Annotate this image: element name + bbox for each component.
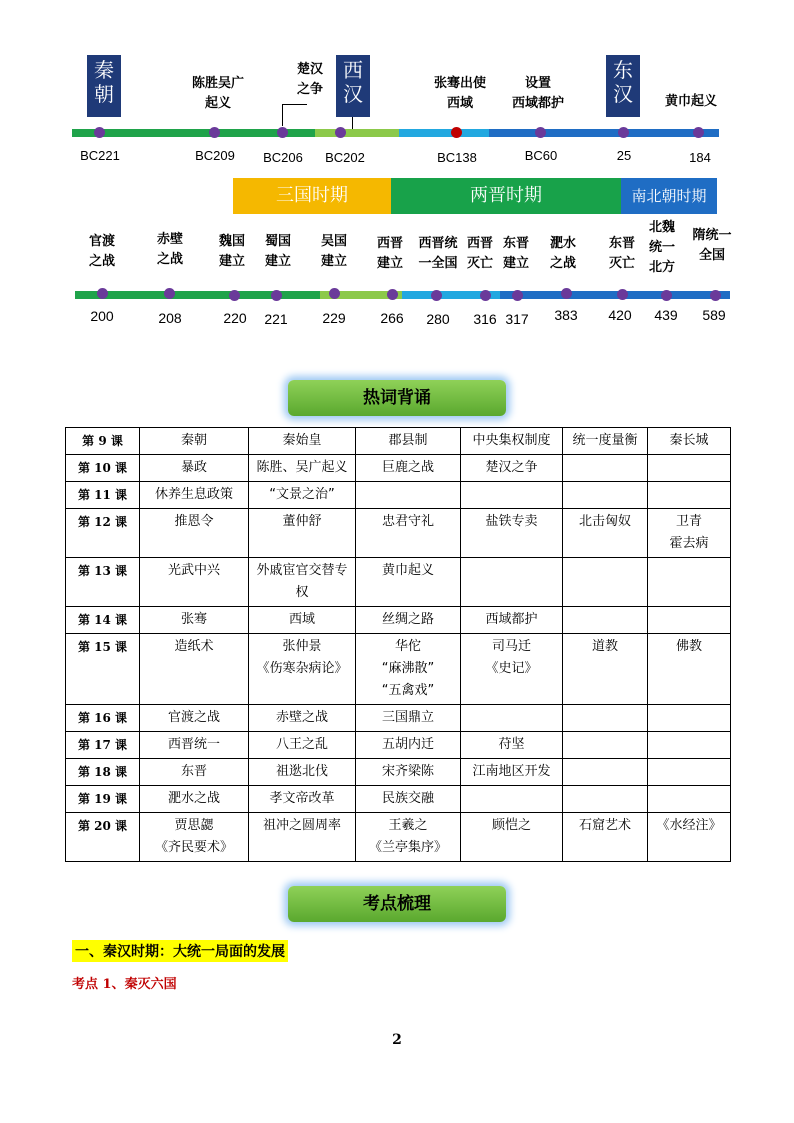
table-cell <box>461 786 563 813</box>
timeline-dot <box>164 288 175 299</box>
table-cell: 江南地区开发 <box>461 759 563 786</box>
period-sanguo: 三国时期 <box>233 178 391 214</box>
table-cell: 祖冲之圆周率 <box>249 813 356 862</box>
dynasty-badge-qin: 秦 朝 <box>87 55 121 117</box>
table-cell: 暴政 <box>140 455 249 482</box>
year-label: 184 <box>689 150 711 165</box>
event-sui-unify: 隋统一 全国 <box>692 228 732 263</box>
lesson-cell: 第 9 课 <box>66 428 140 455</box>
table-cell <box>648 607 731 634</box>
timeline-dot <box>277 127 288 138</box>
year-label: 208 <box>158 310 182 326</box>
lesson-cell: 第 10 课 <box>66 455 140 482</box>
lesson-cell: 第 20 课 <box>66 813 140 862</box>
table-cell: 卫青 霍去病 <box>648 509 731 558</box>
connector-line <box>282 104 283 126</box>
lesson-cell: 第 12 课 <box>66 509 140 558</box>
table-cell: 张骞 <box>140 607 249 634</box>
table-cell: 统一度量衡 <box>563 428 648 455</box>
table-cell: 光武中兴 <box>140 558 249 607</box>
timeline-dot <box>561 288 572 299</box>
table-cell: 贾思勰 《齐民要术》 <box>140 813 249 862</box>
section-title-hot-words: 热词背诵 <box>288 380 506 416</box>
timeline-bar-segment <box>399 129 489 137</box>
timeline-dot <box>512 290 523 301</box>
timeline-dot <box>94 127 105 138</box>
table-cell <box>563 482 648 509</box>
table-cell <box>461 558 563 607</box>
year-label: 383 <box>554 307 578 323</box>
timeline-bar-segment <box>315 129 399 137</box>
table-cell: 丝绸之路 <box>356 607 461 634</box>
table-cell <box>563 759 648 786</box>
table-cell: 造纸术 <box>140 634 249 705</box>
table-cell: 苻坚 <box>461 732 563 759</box>
event-xijin-founded: 西晋 建立 <box>376 236 403 271</box>
table-cell: 忠君守礼 <box>356 509 461 558</box>
timeline-dot <box>335 127 346 138</box>
table-cell <box>461 482 563 509</box>
table-cell <box>648 482 731 509</box>
table-cell: 西域 <box>249 607 356 634</box>
year-label: 589 <box>702 307 726 323</box>
year-label: BC60 <box>524 148 558 163</box>
table-cell: 顾恺之 <box>461 813 563 862</box>
event-shu-founded: 蜀国 建立 <box>264 234 291 269</box>
table-cell: 盐铁专卖 <box>461 509 563 558</box>
table-cell: 八王之乱 <box>249 732 356 759</box>
year-label: 420 <box>608 307 632 323</box>
timeline-dot <box>617 289 628 300</box>
table-row <box>66 759 731 786</box>
timeline-dot <box>535 127 546 138</box>
event-dongjin-founded: 东晋 建立 <box>502 236 529 271</box>
table-row <box>66 509 731 558</box>
event-chen-sheng-wu-guang: 陈胜吴广 起义 <box>191 76 244 111</box>
timeline-bar-segment <box>500 291 730 299</box>
page-number: 2 <box>392 1032 402 1048</box>
table-cell <box>563 732 648 759</box>
table-cell: 秦朝 <box>140 428 249 455</box>
year-label: 316 <box>473 311 497 327</box>
table-cell <box>563 705 648 732</box>
table-row <box>66 428 731 455</box>
table-cell: 佛教 <box>648 634 731 705</box>
year-label: 229 <box>322 310 346 326</box>
year-label: 25 <box>616 148 632 163</box>
table-cell <box>648 558 731 607</box>
hot-words-table <box>65 427 731 862</box>
table-cell: 黄巾起义 <box>356 558 461 607</box>
year-label: BC209 <box>195 148 235 163</box>
table-row <box>66 705 731 732</box>
table-cell <box>648 759 731 786</box>
timeline-dot <box>387 289 398 300</box>
period-liangjin: 两晋时期 <box>391 178 621 214</box>
table-cell <box>563 607 648 634</box>
event-xijin-fall: 西晋 灭亡 <box>466 236 493 271</box>
table-cell: 华佗 “麻沸散” “五禽戏” <box>356 634 461 705</box>
year-label: BC206 <box>263 150 303 165</box>
table-cell <box>648 732 731 759</box>
table-cell: 陈胜、吴广起义 <box>249 455 356 482</box>
table-cell: “文景之治” <box>249 482 356 509</box>
table-cell: 民族交融 <box>356 786 461 813</box>
year-label: 317 <box>505 311 529 327</box>
table-cell: 董仲舒 <box>249 509 356 558</box>
table-row <box>66 813 731 862</box>
table-cell: 司马迁 《史记》 <box>461 634 563 705</box>
lesson-cell: 第 13 课 <box>66 558 140 607</box>
table-cell: 秦始皇 <box>249 428 356 455</box>
table-row <box>66 607 731 634</box>
timeline-dot <box>693 127 704 138</box>
timeline-dot <box>229 290 240 301</box>
year-label: 266 <box>380 310 404 326</box>
table-cell <box>648 786 731 813</box>
section-title-key-points: 考点梳理 <box>288 886 506 922</box>
timeline-dot-highlight <box>451 127 462 138</box>
event-zhang-qian: 张骞出使 西域 <box>433 76 486 111</box>
table-cell <box>563 558 648 607</box>
table-cell: 三国鼎立 <box>356 705 461 732</box>
table-cell <box>563 786 648 813</box>
timeline-bar-segment <box>75 291 320 299</box>
lesson-cell: 第 17 课 <box>66 732 140 759</box>
table-cell: 张仲景 《伤寒杂病论》 <box>249 634 356 705</box>
event-xijin-unify: 西晋统 一全国 <box>418 236 458 271</box>
lesson-cell: 第 15 课 <box>66 634 140 705</box>
timeline-dot <box>431 290 442 301</box>
timeline-dot <box>661 290 672 301</box>
table-cell: 休养生息政策 <box>140 482 249 509</box>
timeline-bar-segment <box>489 129 719 137</box>
year-label: 280 <box>426 311 450 327</box>
table-cell: 官渡之战 <box>140 705 249 732</box>
event-guandu: 官渡 之战 <box>88 234 115 269</box>
table-cell <box>461 705 563 732</box>
heading-qin-han: 一、秦汉时期：大统一局面的发展 <box>72 940 288 962</box>
table-cell <box>356 482 461 509</box>
lesson-cell: 第 11 课 <box>66 482 140 509</box>
table-cell: 中央集权制度 <box>461 428 563 455</box>
table-cell: 五胡内迁 <box>356 732 461 759</box>
table-row <box>66 558 731 607</box>
table-cell: 巨鹿之战 <box>356 455 461 482</box>
table-cell: 东晋 <box>140 759 249 786</box>
timeline-dot <box>618 127 629 138</box>
event-huangjin: 黄巾起义 <box>664 94 717 109</box>
table-cell: 北击匈奴 <box>563 509 648 558</box>
kaodian-1: 考点 1、秦灭六国 <box>72 977 177 992</box>
year-label: BC138 <box>437 150 477 165</box>
connector-line <box>282 104 307 105</box>
table-cell: 外戚宦官交替专 权 <box>249 558 356 607</box>
dynasty-badge-donghan: 东 汉 <box>606 55 640 117</box>
lesson-cell: 第 18 课 <box>66 759 140 786</box>
event-beiwei-unify: 北魏 统一 北方 <box>648 220 675 275</box>
table-cell: 道教 <box>563 634 648 705</box>
table-cell: 淝水之战 <box>140 786 249 813</box>
timeline-dot <box>710 290 721 301</box>
table-cell <box>648 705 731 732</box>
timeline-dot <box>209 127 220 138</box>
table-cell: 孝文帝改革 <box>249 786 356 813</box>
year-label: 439 <box>654 307 678 323</box>
table-cell <box>563 455 648 482</box>
table-cell: 郡县制 <box>356 428 461 455</box>
table-cell: 赤壁之战 <box>249 705 356 732</box>
timeline-dot <box>97 288 108 299</box>
timeline-dot <box>271 290 282 301</box>
table-cell: 秦长城 <box>648 428 731 455</box>
lesson-cell: 第 16 课 <box>66 705 140 732</box>
event-dongjin-fall: 东晋 灭亡 <box>608 236 635 271</box>
connector-line <box>352 117 353 129</box>
table-row <box>66 482 731 509</box>
table-row <box>66 455 731 482</box>
event-xiyu-duhu: 设置 西域都护 <box>511 76 564 111</box>
table-row <box>66 634 731 705</box>
event-feishui: 淝水 之战 <box>549 236 576 271</box>
year-label: BC202 <box>325 150 365 165</box>
period-nanbeichao: 南北朝时期 <box>621 178 717 214</box>
table-cell: 《水经注》 <box>648 813 731 862</box>
year-label: 221 <box>264 311 288 327</box>
table-row <box>66 786 731 813</box>
table-cell <box>648 455 731 482</box>
event-chu-han-war: 楚汉 之争 <box>296 62 323 97</box>
table-cell: 石窟艺术 <box>563 813 648 862</box>
timeline-dot <box>480 290 491 301</box>
dynasty-badge-xihan: 西 汉 <box>336 55 370 117</box>
year-label: 200 <box>90 308 114 324</box>
table-cell: 宋齐梁陈 <box>356 759 461 786</box>
table-cell: 祖逖北伐 <box>249 759 356 786</box>
table-row <box>66 732 731 759</box>
event-chibi: 赤壁 之战 <box>156 232 183 267</box>
event-wu-founded: 吴国 建立 <box>320 234 347 269</box>
lesson-cell: 第 14 课 <box>66 607 140 634</box>
timeline-dot <box>329 288 340 299</box>
lesson-cell: 第 19 课 <box>66 786 140 813</box>
table-cell: 西晋统一 <box>140 732 249 759</box>
year-label: 220 <box>223 310 247 326</box>
table-cell: 王羲之 《兰亭集序》 <box>356 813 461 862</box>
event-wei-founded: 魏国 建立 <box>218 234 245 269</box>
table-cell: 楚汉之争 <box>461 455 563 482</box>
table-cell: 西域都护 <box>461 607 563 634</box>
year-label: BC221 <box>80 148 120 163</box>
table-cell: 推恩令 <box>140 509 249 558</box>
